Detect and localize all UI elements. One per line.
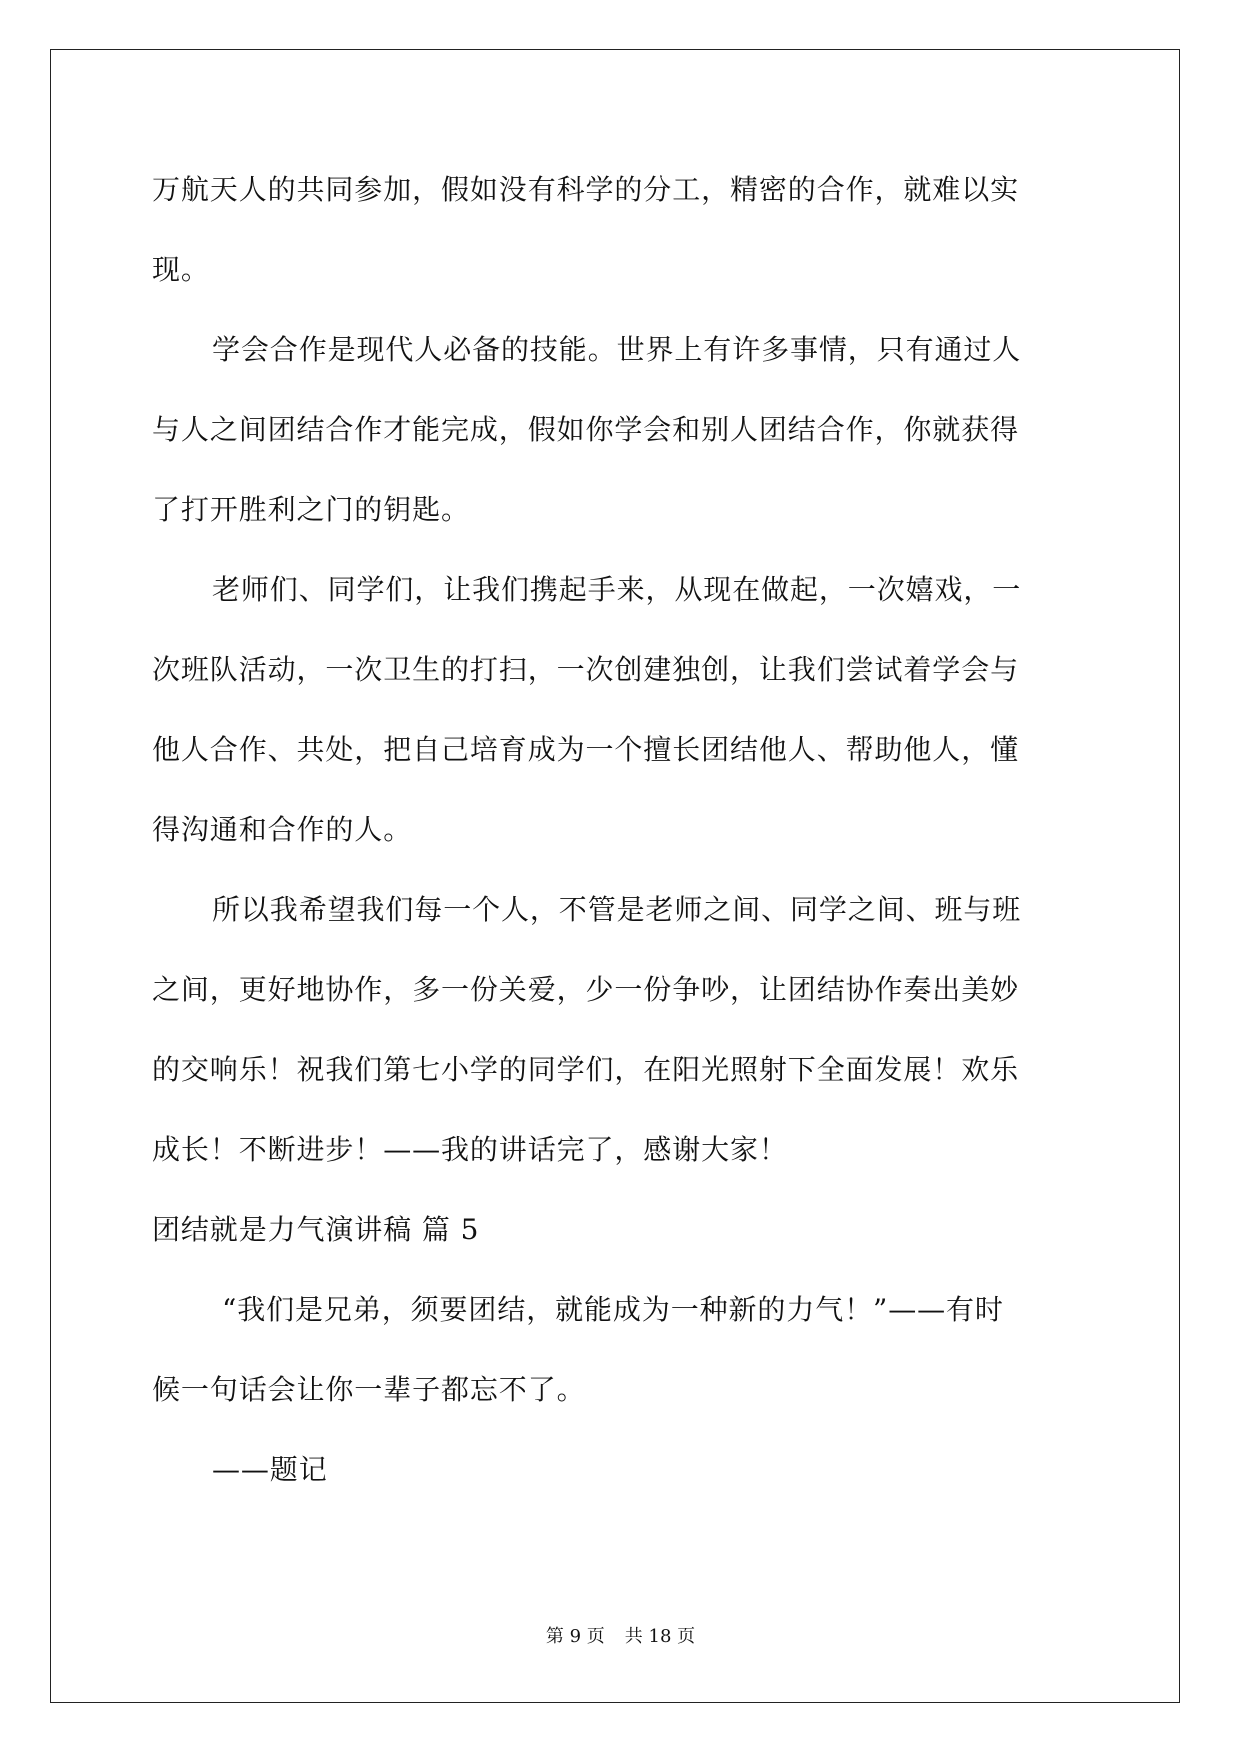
- epigraph-attribution: ——题记: [212, 1453, 328, 1486]
- text-line: 得沟通和合作的人。: [152, 813, 413, 846]
- epigraph-quote-line: “我们是兄弟，须要团结，就能成为一种新的力气！”——有时: [222, 1293, 1004, 1326]
- page-number: 第 9 页: [545, 1626, 605, 1647]
- text-line: 了打开胜利之门的钥匙。: [152, 493, 470, 526]
- text-line: 现。: [152, 253, 210, 286]
- section-heading: 团结就是力气演讲稿 篇 5: [152, 1213, 480, 1246]
- text-line: 万航天人的共同参加，假如没有科学的分工，精密的合作，就难以实: [152, 173, 1020, 206]
- document-body: [152, 158, 1084, 1518]
- text-line: 成长！不断进步！——我的讲话完了，感谢大家！: [152, 1133, 788, 1166]
- paragraph-start-line: 所以我希望我们每一个人，不管是老师之间、同学之间、班与班: [212, 893, 1022, 926]
- text-line: 之间，更好地协作，多一份关爱，少一份争吵，让团结协作奏出美妙: [152, 973, 1020, 1006]
- text-line: 次班队活动，一次卫生的打扫，一次创建独创，让我们尝试着学会与: [152, 653, 1020, 686]
- text-line: 与人之间团结合作才能完成，假如你学会和别人团结合作，你就获得: [152, 413, 1020, 446]
- text-line: 的交响乐！祝我们第七小学的同学们，在阳光照射下全面发展！欢乐: [152, 1053, 1020, 1086]
- text-line: 候一句话会让你一辈子都忘不了。: [152, 1373, 586, 1406]
- page-total: 共 18 页: [624, 1626, 696, 1647]
- paragraph-start-line: 学会合作是现代人必备的技能。世界上有许多事情，只有通过人: [212, 333, 1022, 366]
- paragraph-start-line: 老师们、同学们，让我们携起手来，从现在做起，一次嬉戏，一: [212, 573, 1022, 606]
- text-line: 他人合作、共处，把自己培育成为一个擅长团结他人、帮助他人，懂: [152, 733, 1020, 766]
- page-footer: [0, 1625, 1241, 1649]
